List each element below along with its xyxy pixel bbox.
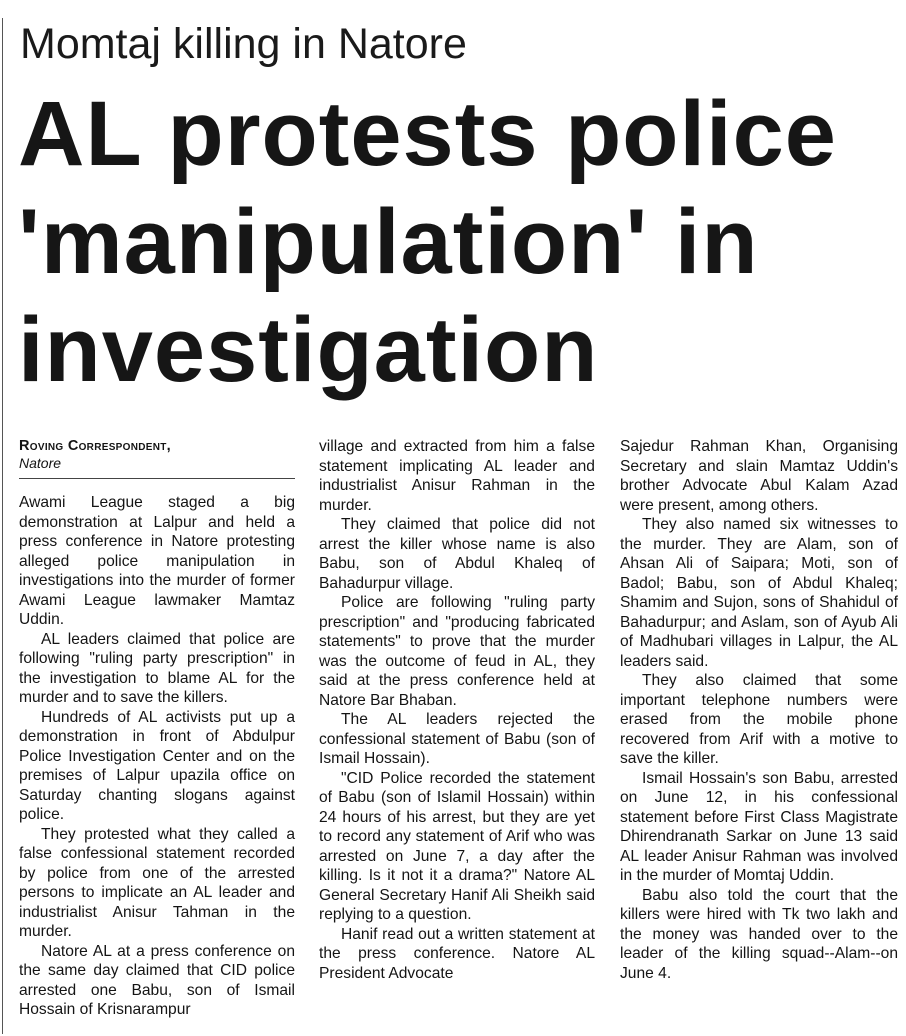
paragraph: Police are following "ruling party prescription" and "producing fabricated statements" to prove that the murder was the outcome of feud in AL, they said at the press conference held at Natore Bar Bhaban.: [319, 594, 595, 709]
headline: [18, 80, 898, 404]
article-column-1: [19, 437, 295, 1020]
paragraph: They protested what they called a false confessional statement recorded by police from one of the arrested persons to implicate an AL leader and industrialist Anisur Tahman in the murder.: [19, 825, 295, 940]
paragraph: Natore AL at a press conference on the same day claimed that CID police arrested one Babu, son of Ismail Hossain of Krisnarampur: [19, 942, 295, 1018]
paragraph: They also claimed that some important telephone numbers were erased from the mobile phone recovered from Arif with a motive to save the killer.: [620, 672, 898, 767]
byline-block: [19, 437, 295, 479]
kicker: Momtaj killing in Natore: [20, 20, 467, 68]
headline-line: investigation: [18, 299, 599, 401]
paragraph: Ismail Hossain's son Babu, arrested on June 12, in his confessional statement before First Class Magistrate Dhirendranath Sarkar on June 13 said AL leader Anisur Rahman was involved in the murder of Momtaj Uddin.: [620, 769, 898, 884]
paragraph: Babu also told the court that the killers were hired with Tk two lakh and the money was handed over to the leader of the killing squad--Alam--on June 4.: [620, 886, 898, 982]
headline-line: AL protests police: [18, 83, 837, 185]
paragraph: The AL leaders rejected the confessional statement of Babu (son of Ismail Hossain).: [319, 711, 595, 767]
column-rule: [2, 18, 3, 1034]
article-column-3: [620, 437, 898, 983]
paragraph: village and extracted from him a false statement implicating AL leader and industrialist Anisur Rahman in the murder.: [319, 438, 595, 514]
paragraph: "CID Police recorded the statement of Babu (son of Islamil Hossain) within 24 hours of his arrest, but they are yet to record any statement of Arif who was arrested on June 7, a day after the killing. Is it not it a drama?" Natore AL General Secretary Hanif Ali Sheikh said replying to a question.: [319, 769, 595, 923]
paragraph: Hanif read out a written statement at the press conference. Natore AL President Advocate: [319, 925, 595, 982]
dateline: Natore: [19, 455, 62, 471]
headline-line: 'manipulation' in: [18, 191, 759, 293]
paragraph: Awami League staged a big demonstration at Lalpur and held a press conference in Natore protesting alleged police manipulation in investigations into the murder of former Awami League lawmaker Mamtaz Uddin.: [19, 494, 295, 628]
byline: Roving Correspondent,: [19, 438, 171, 454]
paragraph: Hundreds of AL activists put up a demonstration in front of Abdulpur Police Investigation Center and on the premises of Lalpur upazila office on Saturday chanting slogans against police.: [19, 708, 295, 823]
paragraph: They also named six witnesses to the murder. They are Alam, son of Ahsan Ali of Saipara; Moti, son of Badol; Babu, son of Abdul Khaleq; Shamim and Sujon, sons of Shahidul of Bahadurpur; and Aslam, son of Ayub Ali of Madhubari villages in Lalpur, the AL leaders said.: [620, 516, 898, 670]
paragraph: Sajedur Rahman Khan, Organising Secretary and slain Mamtaz Uddin's brother Advocate Abul Kalam Azad were present, among others.: [620, 438, 898, 514]
paragraph: They claimed that police did not arrest the killer whose name is also Babu, son of Abdul Khaleq of Bahadurpur village.: [319, 516, 595, 592]
paragraph: AL leaders claimed that police are following "ruling party prescription" in the investigation to blame AL for the murder and to save the killers.: [19, 630, 295, 706]
article-column-2: [319, 437, 595, 983]
